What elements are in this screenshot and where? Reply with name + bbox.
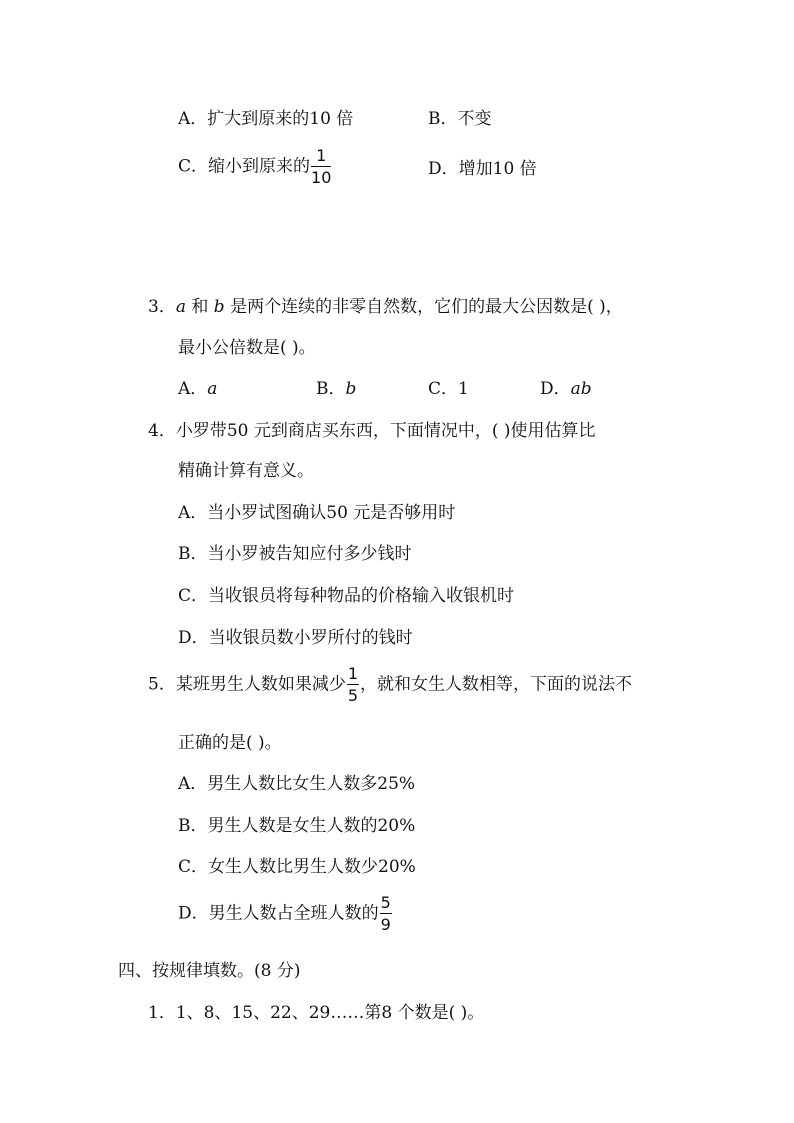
fraction-one-fifth: [347, 666, 359, 704]
section-4-q1: 1．1、8、15、22、29……第8 个数是( )。: [148, 1003, 485, 1023]
q3-option-b-label: B．: [316, 379, 346, 399]
q3-option-a-value: a: [207, 379, 218, 399]
q3-option-a: [178, 378, 217, 400]
q5-line-1-prefix: 5．某班男生人数如果减少: [148, 674, 346, 695]
q4-option-b: B．当小罗被告知应付多少钱时: [178, 544, 412, 564]
q5-line-1-suffix: ，就和女生人数相等，下面的说法不: [360, 674, 633, 695]
q5-option-d-text: D．男生人数占全班人数的: [178, 903, 379, 924]
q5-option-b: B．男生人数是女生人数的20%: [178, 816, 416, 836]
fraction-denominator: 10: [311, 168, 332, 187]
q2-option-c-text: C．缩小到原来的: [178, 156, 311, 177]
q5-line-1: [148, 666, 632, 704]
q3-var-a: a: [175, 297, 186, 317]
q2-option-d: D．增加10 倍: [428, 159, 537, 179]
q3-number: 3．: [148, 297, 176, 317]
q3-line-2: 最小公倍数是( )。: [178, 338, 316, 358]
q3-line-1: [148, 296, 623, 318]
fraction-numerator: 1: [347, 664, 359, 683]
q2-option-c: [178, 148, 332, 186]
q4-line-2: 精确计算有意义。: [178, 461, 314, 481]
q3-var-b: b: [213, 297, 225, 317]
q5-option-c: C．女生人数比男生人数少20%: [178, 857, 416, 877]
fraction-numerator: 1: [316, 146, 327, 165]
q5-line-2: 正确的是( )。: [178, 733, 282, 753]
q3-option-d-label: D．: [540, 379, 571, 399]
q4-line-1: 4．小罗带50 元到商店买东西，下面情况中，( )使用估算比: [148, 421, 596, 441]
q4-option-a: A．当小罗试图确认50 元是否够用时: [178, 503, 456, 523]
q2-option-b: B．不变: [428, 109, 492, 129]
q3-option-d-value: ab: [570, 379, 592, 399]
q4-option-c: C．当收银员将每种物品的价格输入收银机时: [178, 586, 515, 606]
q5-option-a: A．男生人数比女生人数多25%: [178, 774, 416, 794]
fraction-five-ninths: [380, 895, 392, 933]
q3-option-b-value: b: [345, 379, 357, 399]
q4-option-d: D．当收银员数小罗所付的钱时: [178, 628, 413, 648]
fraction-one-tenth: [311, 148, 331, 186]
section-4-heading: 四、按规律填数。(8 分): [118, 961, 301, 981]
q3-option-c: C．1: [428, 379, 469, 399]
fraction-denominator: 5: [347, 686, 359, 705]
q2-option-a: A．扩大到原来的10 倍: [178, 109, 354, 129]
q3-option-d: [540, 378, 592, 400]
q3-line-1-rest: 是两个连续的非零自然数，它们的最大公因数是( )，: [224, 297, 623, 317]
q3-option-b: [316, 378, 356, 400]
q3-option-a-label: A．: [178, 379, 208, 399]
fraction-denominator: 9: [380, 915, 391, 934]
q3-and: 和: [185, 297, 214, 317]
fraction-numerator: 5: [380, 893, 391, 912]
q5-option-d: [178, 895, 393, 933]
